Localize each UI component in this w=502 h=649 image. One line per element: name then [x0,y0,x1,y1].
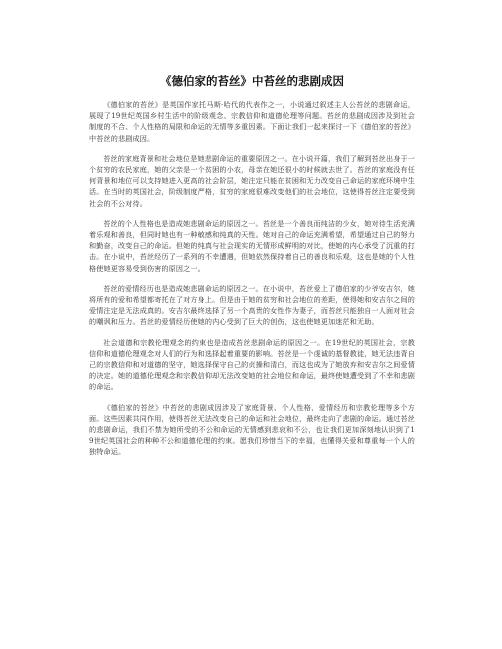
paragraph-love-experience: 苔丝的爱情经历也是造成她悲剧命运的原因之一。在小说中，苔丝爱上了德伯家的少爷安吉尔，她将所有的爱和希望都寄托在了对方身上。但是由于她的贫穷和社会地位的差距，使得她和安吉尔之间的爱情注定是无法成真的。安吉尔最终选择了另一个高贵的女性作为妻子，而苔丝只能独自一人面对社会的嘲讽和压力。苔丝的爱情经历使她的内心受到了巨大的创伤，这也使她更加迷茫和无助。 [89,283,415,327]
paragraph-family-background: 苔丝的家庭背景和社会地位是她悲剧命运的重要原因之一。在小说开篇，我们了解到苔丝出身于一个贫穷的农民家庭，她的父亲是一个贫困的小农，母亲在她还很小的时候就去世了。苔丝的家庭没有任何背景和地位可以支持她进入更高的社会阶层，她注定只能在贫困和无力改变自己命运的家庭环境中生活。在当时的英国社会，阶级制度严格，贫穷的家庭很难改变他们的社会地位，这使得苔丝注定要受到社会的不公对待。 [89,153,415,208]
paragraph-conclusion: 《德伯家的苔丝》中苔丝的悲剧成因涉及了家庭背景、个人性格、爱情经历和宗教伦理等多个方面。这些因素共同作用，使得苔丝无法改变自己的命运和社会地位，最终走向了悲剧的命运。通过苔丝的悲剧命运，我们不禁为她所受的不公和命运的无情感到悲哀和不公，也让我们更加深刻地认识到了19世纪英国社会的种种不公和道德伦理的约束。愿我们珍惜当下的幸福，也懂得关爱和尊重每一个人的独特命运。 [89,402,415,457]
document-title: 《德伯家的苔丝》中苔丝的悲剧成因 [160,74,344,88]
paragraph-morality-religion: 社会道德和宗教伦理观念的约束也是造成苔丝悲剧命运的原因之一。在19世纪的英国社会，宗教信仰和道德伦理观念对人们的行为和选择起着重要的影响。苔丝是一个虔诚的基督教徒，她无法违背自己的宗教信仰和对道德的坚守，她选择保守自己的贞操和清白，而这也成为了她放弃和安吉尔之间爱情的决定。她的道德伦理观念和宗教信仰却无法改变她的社会地位和命运，最终使她遭受到了不幸和悲剧的命运。 [89,337,415,392]
paragraph-intro: 《德伯家的苔丝》是英国作家托马斯·哈代的代表作之一，小说通过叙述主人公苔丝的悲剧命运，展现了19世纪英国乡村生活中的阶级观念、宗教信仰和道德伦理等问题。苔丝的悲剧成因涉及到社会制度的不合、个人性格的局限和命运的无情等多重因素。下面让我们一起来探讨一下《德伯家的苔丝》中苔丝的悲剧成因。 [89,100,415,143]
paragraph-personality: 苔丝的个人性格也是造成她悲剧命运的原因之一。苔丝是一个善良而纯洁的少女，她对待生活充满着乐观和善良，但同时她也有一种敏感和纯真的天性。她对自己的命运充满希望，希望通过自己的努力和勤奋，改变自己的命运。但她的纯真与社会现实的无情形成鲜明的对比，使她的内心承受了沉重的打击。在小说中，苔丝经历了一系列的不幸遭遇，但她依然保持着自己的善良和乐观，这也是她的个人性格使她更容易受到伤害的原因之一。 [89,218,415,273]
document-page [89,73,415,467]
